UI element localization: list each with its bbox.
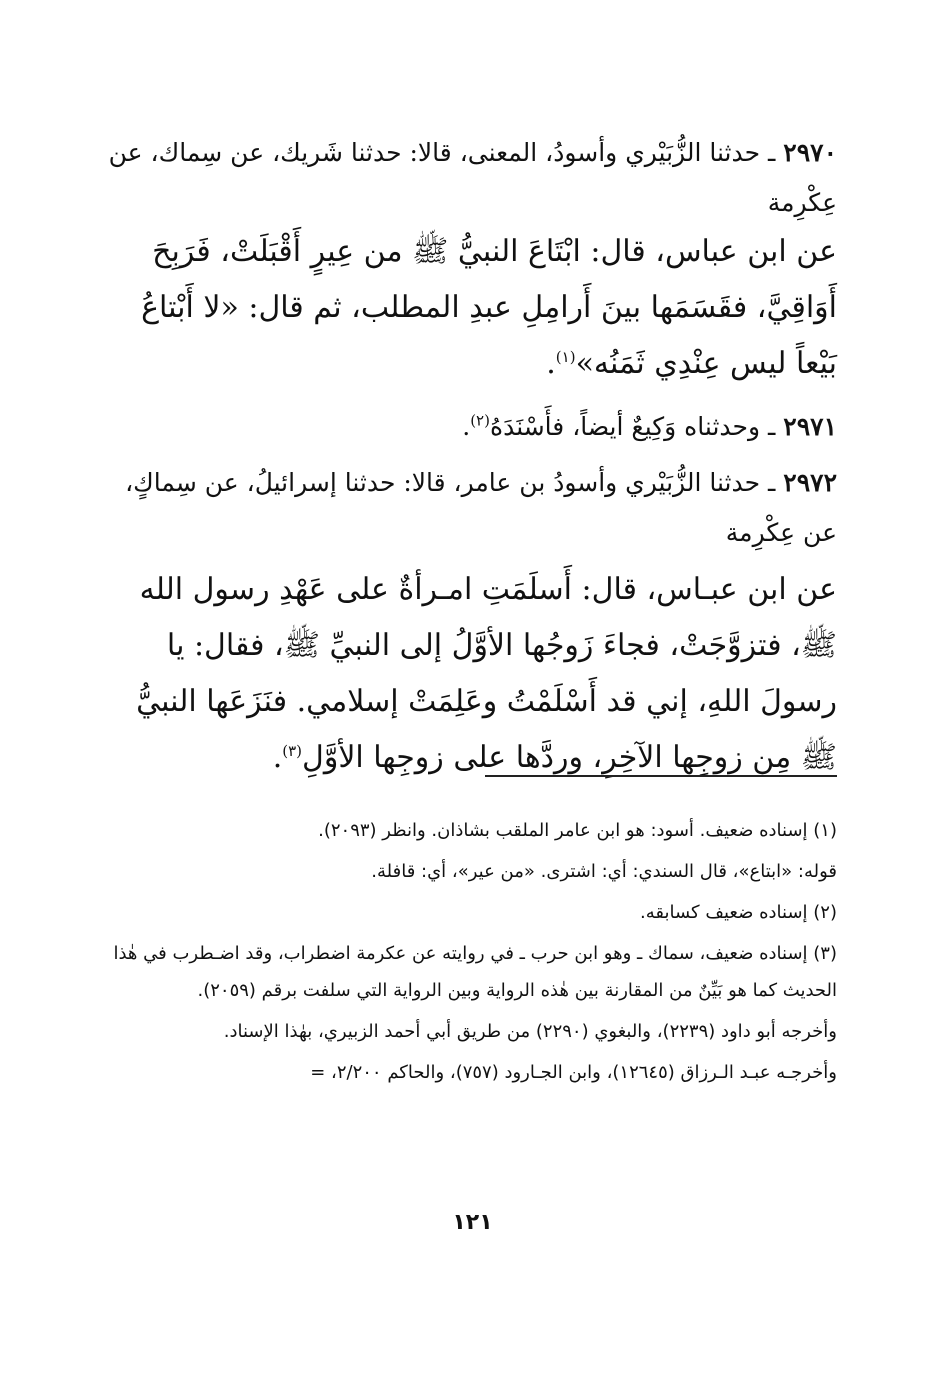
footnote-ref: (١) xyxy=(555,348,576,366)
matn-text: عن ابن عبـاس، قال: أَسلَمَتِ امـرأةٌ على عَهْدِ رسول الله ﷺ، فتزوَّجَتْ، فجاءَ زَوجُها الأوَّلُ إلى النبيِّ ﷺ، فقال: يا رسولَ اللهِ، إني قد أَسْلَمْتُ وعَلِمَتْ إسلامي. فنَزَعَها النبيُّ ﷺ مِن زوجِها الآخِرِ، وردَّها على زوجِها الأوَّلِ xyxy=(136,572,837,775)
footnote-1-note: قوله: «ابتاع»، قال السندي: أي: اشترى. «من عير»، أي: قافلة. xyxy=(371,861,837,882)
footnote-3: (٣) إسناده ضعيف، سماك ـ وهو ابن حرب ـ في روايته عن عكرمة اضطراب، وقد اضـطرب في هٰذا الحديث كما هو بَيِّنٌ من المقارنة بين هٰذه الرواية وبين الرواية التي سلفت برقم (٢٠٥٩). xyxy=(113,943,837,1001)
footnote-ref: (٣) xyxy=(282,742,303,760)
page-number: ١٢١ xyxy=(452,1210,493,1235)
isnad-text: ـ حدثنا الزُّبَيْري وأسودُ، المعنى، قالا: حدثنا شَريك، عن سِماك، عن عِكْرِمة xyxy=(108,138,837,217)
hadith-number: ٢٩٧٠ xyxy=(783,138,837,167)
isnad-text: ـ حدثنا الزُّبَيْري وأسودُ بن عامر، قالا: حدثنا إسرائيلُ، عن سِماكٍ، عن عِكْرِمة xyxy=(125,468,837,547)
footnote-divider xyxy=(485,775,837,777)
footnote-2: (٢) إسناده ضعيف كسابقه. xyxy=(640,902,837,923)
footnote-1: (١) إسناده ضعيف. أسود: هو ابن عامر الملقب بشاذان. وانظر (٢٠٩٣). xyxy=(318,820,837,841)
hadith-number: ٢٩٧١ xyxy=(783,412,837,441)
hadith-2972-chain xyxy=(104,458,837,558)
footnote-ref: (٢) xyxy=(470,411,490,430)
period: . xyxy=(462,412,471,441)
isnad-text: ـ وحدثناه وَكِيعٌ أيضاً، فأَسْنَدَهُ xyxy=(489,412,776,441)
hadith-2971 xyxy=(104,402,837,452)
footnote-3-takhrij-2: وأخرجـه عبـد الـرزاق (١٢٦٤٥)، وابن الجـارود (٧٥٧)، والحاكم ٢/٢٠٠، = xyxy=(310,1062,837,1083)
footnotes-section xyxy=(104,812,837,1095)
hadith-2970-chain xyxy=(104,128,837,228)
matn-text: عن ابن عباس، قال: ابْتَاعَ النبيُّ ﷺ من عِيرٍ أَقْبَلَتْ، فَرَبِحَ أَوَاقِيَّ، فقَسَمَها بينَ أَرامِلِ عبدِ المطلب، ثم قال: «لا أَبْتاعُ بَيْعاً ليس عِنْدِي ثَمَنُه» xyxy=(141,234,837,381)
period: . xyxy=(546,346,556,381)
period: . xyxy=(272,740,283,775)
hadith-2972-body xyxy=(104,562,837,786)
footnote-3-takhrij-1: وأخرجه أبو داود (٢٢٣٩)، والبغوي (٢٢٩٠) من طريق أبي أحمد الزبيري، بهٰذا الإسناد. xyxy=(223,1021,837,1042)
hadith-2970-body xyxy=(104,224,837,392)
hadith-number: ٢٩٧٢ xyxy=(783,468,837,497)
